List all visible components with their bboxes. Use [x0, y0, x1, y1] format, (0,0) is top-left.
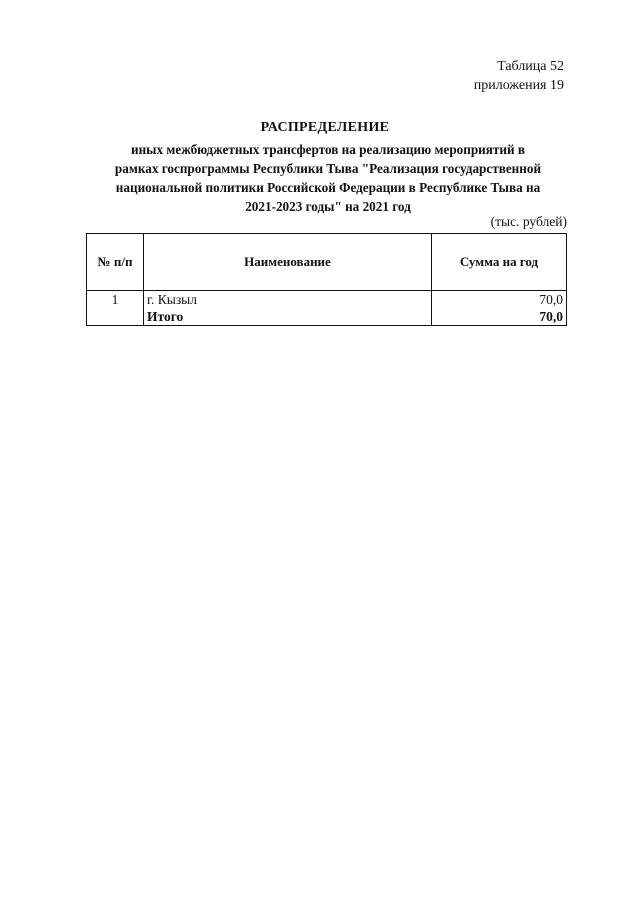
column-header-number: № п/п: [87, 234, 144, 291]
row-number: 1: [87, 291, 144, 309]
subtitle-line: иных межбюджетных трансфертов на реализацию мероприятий в: [130, 142, 526, 157]
table-reference: [474, 57, 564, 95]
table-number: Таблица 52: [497, 59, 564, 74]
subtitle-line: рамках госпрограммы Республики Тыва "Реализация государственной: [114, 161, 542, 176]
appendix-number: приложения 19: [473, 78, 564, 93]
total-sum: 70,0: [432, 308, 567, 326]
subtitle-line: национальной политики Российской Федерации в Республике Тыва на: [115, 180, 541, 195]
total-label: Итого: [144, 308, 432, 326]
units-label: (тыс. рублей): [490, 214, 567, 229]
total-number-cell: [87, 308, 144, 326]
document-title: РАСПРЕДЕЛЕНИЕ: [260, 120, 390, 135]
table-header-row: [87, 234, 567, 291]
document-subtitle: [80, 140, 576, 216]
row-sum: 70,0: [432, 291, 567, 309]
column-header-sum: Сумма на год: [432, 234, 567, 291]
subtitle-line: 2021-2023 годы" на 2021 год: [245, 199, 411, 214]
column-header-name: Наименование: [144, 234, 432, 291]
row-name: г. Кызыл: [144, 291, 432, 309]
total-row: [87, 308, 567, 326]
table-row: [87, 291, 567, 309]
distribution-table: [86, 233, 567, 326]
